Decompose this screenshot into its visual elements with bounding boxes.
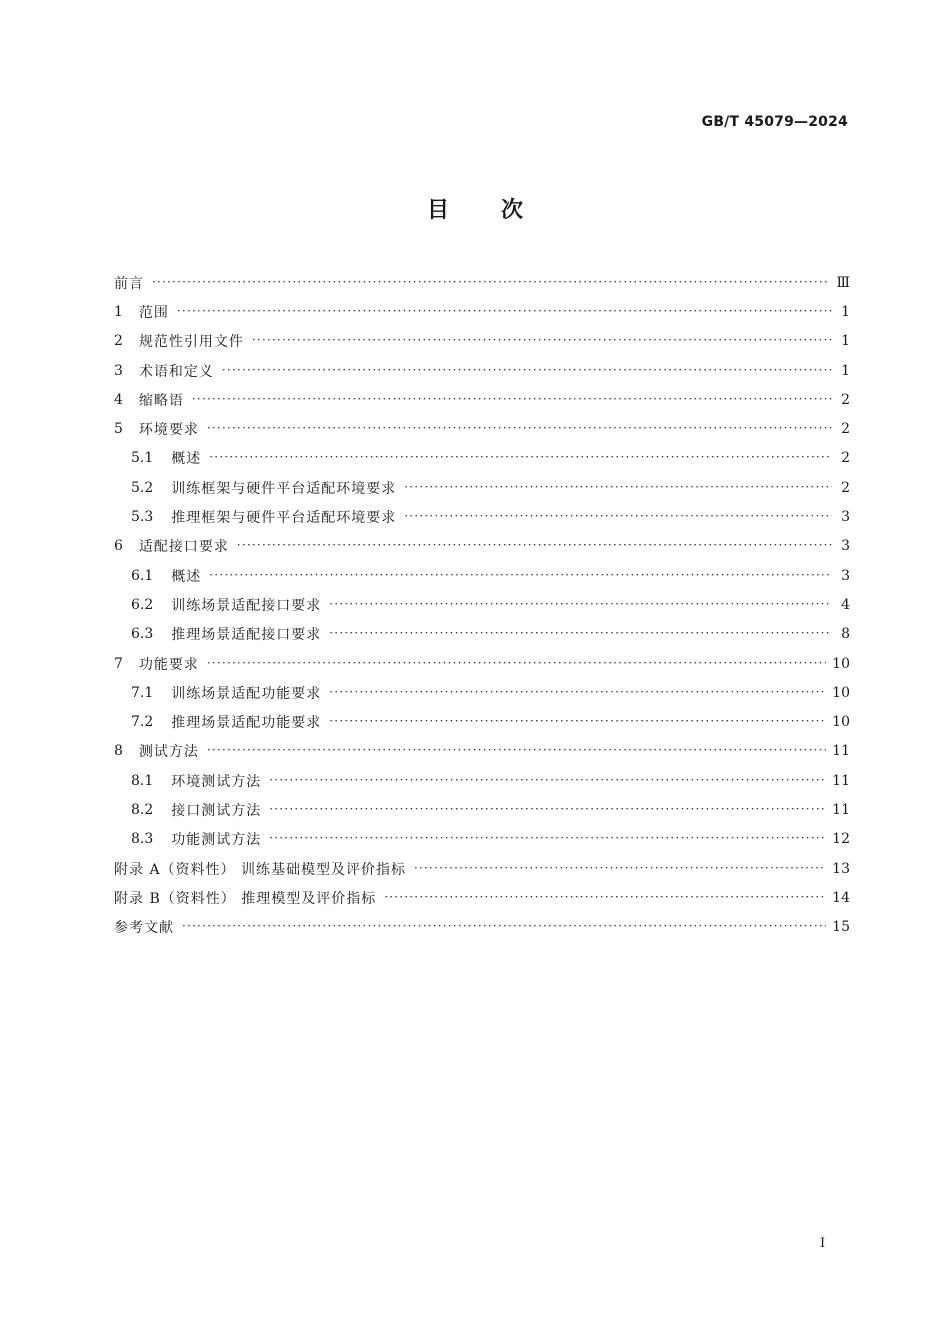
toc-entry[interactable] xyxy=(114,502,850,531)
toc-entry[interactable] xyxy=(114,620,850,649)
toc-entry-page: 1 xyxy=(841,362,850,379)
toc-dot-leader xyxy=(329,626,832,640)
toc-entry[interactable] xyxy=(114,561,850,590)
toc-dot-leader xyxy=(329,685,826,699)
toc-dot-leader xyxy=(404,509,832,523)
toc-entry-page: 11 xyxy=(832,772,850,789)
toc-dot-leader xyxy=(237,538,832,552)
toc-entry-page: 10 xyxy=(832,655,850,672)
toc-entry-page: 15 xyxy=(832,919,850,936)
toc-entry-title: 附录 B（资料性） 推理模型及评价指标 xyxy=(114,890,377,907)
toc-entry-page: 14 xyxy=(832,889,850,906)
toc-dot-leader xyxy=(192,392,832,406)
toc-entry-number: 7.1 xyxy=(131,684,154,701)
toc-entry-title: 测试方法 xyxy=(138,744,199,761)
toc-dot-leader xyxy=(269,802,826,816)
toc-entry-number: 2 xyxy=(114,333,123,350)
toc-entry[interactable] xyxy=(114,795,850,824)
toc-entry-page: 10 xyxy=(832,684,850,701)
toc-entry-number: 8.1 xyxy=(131,772,154,789)
toc-entry-page: 2 xyxy=(841,479,850,496)
toc-entry-title: 概述 xyxy=(171,568,202,585)
toc-entry-title: 训练场景适配接口要求 xyxy=(171,597,322,614)
toc-entry-number: 8.3 xyxy=(131,831,154,848)
toc-entry-title: 适配接口要求 xyxy=(138,539,229,556)
toc-entry-title: 前言 xyxy=(114,275,144,292)
toc-entry[interactable] xyxy=(114,297,850,326)
toc-entry-number: 4 xyxy=(114,391,123,408)
toc-entry[interactable] xyxy=(114,414,850,443)
toc-entry-page: 3 xyxy=(841,567,850,584)
toc-entry-page: 13 xyxy=(832,860,850,877)
toc-dot-leader xyxy=(207,421,832,435)
toc-entry-page: 3 xyxy=(841,509,850,526)
toc-dot-leader xyxy=(269,773,826,787)
toc-dot-leader xyxy=(207,656,826,670)
toc-entry-title: 范围 xyxy=(138,304,169,321)
toc-entry[interactable] xyxy=(114,737,850,766)
toc-dot-leader xyxy=(222,363,832,377)
toc-dot-leader xyxy=(252,333,832,347)
toc-entry-title: 推理场景适配接口要求 xyxy=(171,627,322,644)
toc-entry-page: 2 xyxy=(841,450,850,467)
toc-entry[interactable] xyxy=(114,766,850,795)
toc-entry[interactable] xyxy=(114,649,850,678)
toc-entry-number: 6.3 xyxy=(131,626,154,643)
toc-entry-page: Ⅲ xyxy=(836,274,850,291)
toc-entry[interactable] xyxy=(114,590,850,619)
toc-dot-leader xyxy=(404,480,832,494)
toc-entry-number: 6 xyxy=(114,538,123,555)
toc-entry[interactable] xyxy=(114,825,850,854)
toc-entry-title: 训练框架与硬件平台适配环境要求 xyxy=(171,480,397,497)
toc-entry-title: 推理场景适配功能要求 xyxy=(171,715,322,732)
toc-entry-page: 4 xyxy=(841,596,850,613)
toc-entry[interactable] xyxy=(114,854,850,883)
toc-entry[interactable] xyxy=(114,473,850,502)
toc-entry[interactable] xyxy=(114,356,850,385)
toc-entry-page: 11 xyxy=(832,743,850,760)
toc-entry-title: 环境测试方法 xyxy=(171,773,262,790)
toc-entry[interactable] xyxy=(114,913,850,942)
toc-entry-title: 规范性引用文件 xyxy=(138,334,244,351)
table-of-contents xyxy=(114,268,850,942)
toc-entry-number: 5.3 xyxy=(131,509,154,526)
toc-entry[interactable] xyxy=(114,385,850,414)
toc-entry-page: 11 xyxy=(832,801,850,818)
toc-entry-page: 12 xyxy=(832,831,850,848)
toc-dot-leader xyxy=(329,714,826,728)
toc-entry[interactable] xyxy=(114,444,850,473)
toc-entry-title: 术语和定义 xyxy=(138,363,214,380)
toc-entry[interactable] xyxy=(114,678,850,707)
toc-entry-number: 8 xyxy=(114,743,123,760)
toc-entry-number: 1 xyxy=(114,303,123,320)
toc-entry-number: 5.1 xyxy=(131,450,154,467)
toc-dot-leader xyxy=(209,450,832,464)
toc-entry-page: 1 xyxy=(841,303,850,320)
toc-entry-title: 环境要求 xyxy=(138,422,199,439)
toc-dot-leader xyxy=(269,831,826,845)
standard-code: GB/T 45079—2024 xyxy=(701,114,848,130)
toc-dot-leader xyxy=(384,890,826,904)
toc-dot-leader xyxy=(152,275,830,289)
toc-entry[interactable] xyxy=(114,707,850,736)
toc-entry-page: 2 xyxy=(841,421,850,438)
toc-entry-title: 功能测试方法 xyxy=(171,832,262,849)
toc-entry-number: 5.2 xyxy=(131,479,154,496)
toc-title: 目次 xyxy=(426,198,575,223)
toc-dot-leader xyxy=(209,568,832,582)
toc-dot-leader xyxy=(182,919,826,933)
toc-entry-page: 8 xyxy=(841,626,850,643)
toc-entry-number: 3 xyxy=(114,362,123,379)
toc-entry-title: 附录 A（资料性） 训练基础模型及评价指标 xyxy=(114,861,407,878)
toc-entry-number: 7.2 xyxy=(131,714,154,731)
toc-entry-page: 1 xyxy=(841,333,850,350)
toc-entry-title: 训练场景适配功能要求 xyxy=(171,685,322,702)
toc-entry-number: 8.2 xyxy=(131,801,154,818)
toc-dot-leader xyxy=(414,861,826,875)
toc-dot-leader xyxy=(207,743,826,757)
toc-dot-leader xyxy=(177,304,832,318)
toc-entry-number: 6.1 xyxy=(131,567,154,584)
toc-entry[interactable] xyxy=(114,327,850,356)
toc-entry-title: 缩略语 xyxy=(138,392,184,409)
toc-entry-number: 6.2 xyxy=(131,596,154,613)
page-number: Ⅰ xyxy=(820,1236,826,1251)
toc-entry-title: 接口测试方法 xyxy=(171,802,262,819)
toc-entry-page: 2 xyxy=(841,391,850,408)
toc-entry[interactable] xyxy=(114,268,850,297)
toc-entry[interactable] xyxy=(114,883,850,912)
toc-entry-title: 概述 xyxy=(171,451,202,468)
toc-dot-leader xyxy=(329,597,832,611)
toc-entry-title: 参考文献 xyxy=(114,920,174,937)
toc-entry-page: 3 xyxy=(841,538,850,555)
toc-entry-title: 推理框架与硬件平台适配环境要求 xyxy=(171,510,397,527)
toc-entry[interactable] xyxy=(114,532,850,561)
toc-entry-page: 10 xyxy=(832,714,850,731)
toc-entry-number: 5 xyxy=(114,421,123,438)
toc-entry-number: 7 xyxy=(114,655,123,672)
toc-entry-title: 功能要求 xyxy=(138,656,199,673)
